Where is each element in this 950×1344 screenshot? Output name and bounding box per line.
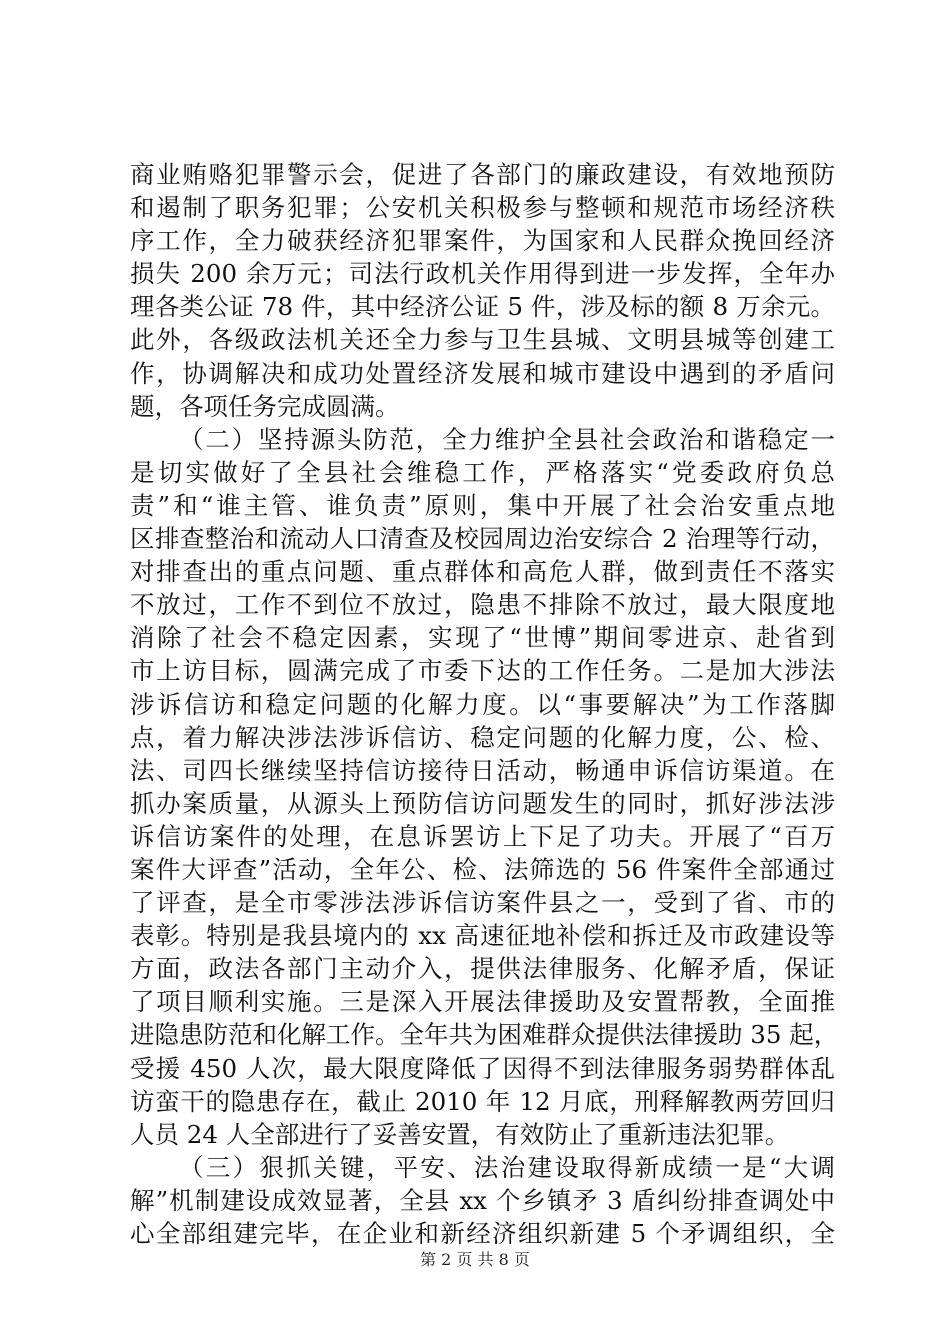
text-line: 消除了社会不稳定因素，实现了“世博”期间零进京、赴省到	[130, 623, 835, 653]
text-line: 商业贿赂犯罪警示会，促进了各部门的廉政建设，有效地预防	[130, 160, 835, 189]
text-line: 不放过，工作不到位不放过，隐患不排除不放过，最大限度地	[130, 590, 835, 620]
text-line: 理各类公证 78 件，其中经济公证 5 件，涉及标的额 8 万余元。	[130, 292, 835, 322]
text-line: 涉诉信访和稳定问题的化解力度。以“事要解决”为工作落脚	[130, 689, 835, 719]
text-line: 访蛮干的隐患存在，截止 2010 年 12 月底，刑释解教两劳回归	[130, 1086, 835, 1116]
text-line: 人员 24 人全部进行了妥善安置，有效防止了重新违法犯罪。	[130, 1119, 790, 1149]
text-line: 解”机制建设成效显著，全县 xx 个乡镇矛 3 盾纠纷排查调处中	[130, 1185, 835, 1215]
text-line: 责”和“谁主管、谁负责”原则，集中开展了社会治安重点地	[130, 490, 835, 520]
text-line: 心全部组建完毕，在企业和新经济组织新建 5 个矛调组织，全	[130, 1219, 835, 1248]
text-line: 表彰。特别是我县境内的 xx 高速征地补偿和拆迁及市政建设等	[130, 921, 835, 951]
text-line: 对排查出的重点问题、重点群体和高危人群，做到责任不落实	[130, 557, 835, 587]
text-line: 了项目顺利实施。三是深入开展法律援助及安置帮教，全面推	[130, 987, 835, 1017]
text-line: 了评查，是全市零涉法涉诉信访案件县之一，受到了省、市的	[130, 888, 835, 918]
text-line: 区排查整治和流动人口清查及校园周边治安综合 2 治理等行动，	[130, 524, 835, 554]
text-line: 抓办案质量，从源头上预防信访问题发生的同时，抓好涉法涉	[130, 788, 835, 818]
text-line: 和遏制了职务犯罪；公安机关积极参与整顿和规范市场经济秩	[130, 193, 835, 223]
text-line: 法、司四长继续坚持信访接待日活动，畅通申诉信访渠道。在	[130, 755, 835, 785]
text-line: 受援 450 人次，最大限度降低了因得不到法律服务弱势群体乱	[130, 1053, 835, 1083]
body-text	[130, 158, 839, 1250]
text-line: 诉信访案件的处理，在息诉罢访上下足了功夫。开展了“百万	[130, 821, 835, 851]
text-line: 案件大评查”活动，全年公、检、法筛选的 56 件案件全部通过	[130, 854, 835, 884]
text-line: 损失 200 余万元；司法行政机关作用得到进一步发挥，全年办	[130, 259, 835, 289]
text-line: 点，着力解决涉法涉诉信访、稳定问题的化解力度，公、检、	[130, 722, 835, 752]
text-line: （二）坚持源头防范，全力维护全县社会政治和谐稳定一	[179, 424, 835, 454]
text-line: 方面，政法各部门主动介入，提供法律服务、化解矛盾，保证	[130, 954, 835, 984]
text-line: （三）狠抓关键，平安、法治建设取得新成绩一是“大调	[179, 1152, 835, 1182]
text-line: 题，各项任务完成圆满。	[130, 391, 400, 421]
page-footer: 第 2 页 共 8 页	[420, 1250, 530, 1269]
text-line: 作，协调解决和成功处置经济发展和城市建设中遇到的矛盾问	[130, 358, 835, 388]
text-line: 市上访目标，圆满完成了市委下达的工作任务。二是加大涉法	[130, 656, 835, 686]
text-line: 此外，各级政法机关还全力参与卫生县城、文明县城等创建工	[130, 325, 835, 355]
text-line: 是切实做好了全县社会维稳工作，严格落实“党委政府负总	[130, 457, 835, 487]
text-line: 序工作，全力破获经济犯罪案件，为国家和人民群众挽回经济	[130, 226, 835, 256]
text-line: 进隐患防范和化解工作。全年共为困难群众提供法律援助 35 起，	[130, 1020, 839, 1050]
